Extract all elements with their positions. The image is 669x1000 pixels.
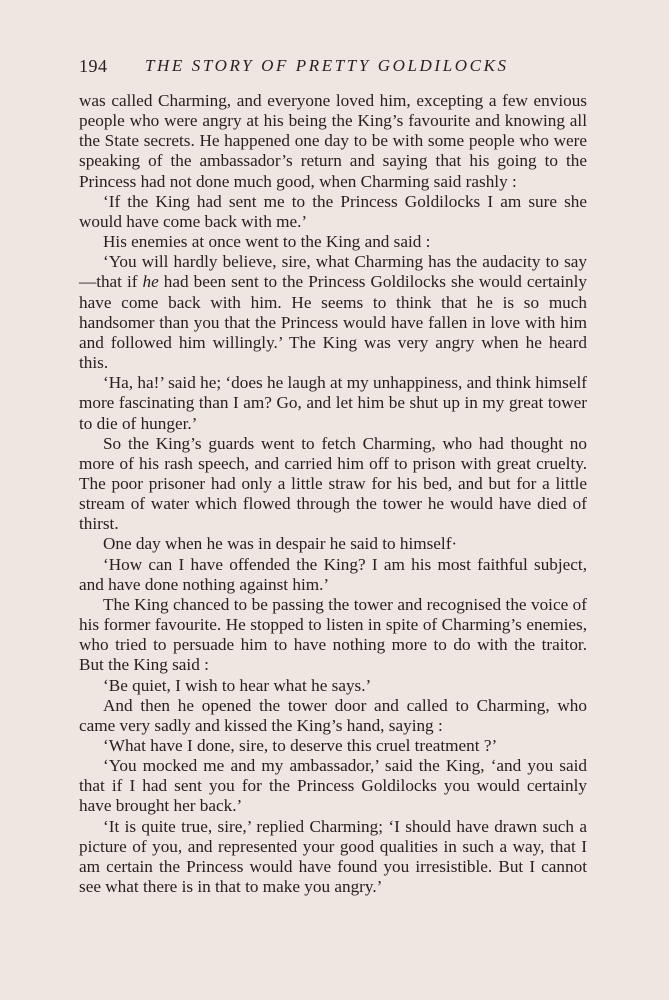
- italic-text: he: [142, 272, 159, 292]
- paragraph: [79, 756, 587, 816]
- text-segment: One day when he was in despair he said to himself·: [103, 534, 458, 554]
- paragraph: [79, 373, 587, 433]
- text-segment: ‘How can I have offended the King? I am his most faithful subject, and have done nothing against him.’: [79, 554, 587, 594]
- text-segment: ‘Ha, ha!’ said he; ‘does he laugh at my unhappiness, and think himself more fascinating than I am? Go, and let him be shut up in my great tower to die of hunger.’: [79, 373, 587, 433]
- paragraph: [79, 595, 587, 676]
- text-segment: So the King’s guards went to fetch Charming, who had thought no more of his rash speech, and carried him off to prison with great cruelty. The poor prisoner had only a little straw for his bed, and but for a little stream of water which flowed through the tower he would have died of thirst.: [79, 433, 587, 534]
- running-head: [79, 54, 589, 78]
- running-title: THE STORY OF PRETTY GOLDILOCKS: [145, 56, 509, 75]
- text-segment: The King chanced to be passing the tower and recognised the voice of his former favourite. He stopped to listen in spite of Charming’s enemies, who tried to persuade him to have nothing more to do with the traitor. But the King said :: [79, 594, 587, 675]
- paragraph: [79, 91, 587, 192]
- paragraph: [79, 817, 587, 898]
- text-segment: had been sent to the Princess Goldilocks she would certainly have come back with him. He seems to think that he is so much handsomer than you that the Princess would have fallen in love with him and followed him willingly.’ The King was very angry when he heard this.: [79, 272, 587, 373]
- paragraph: [79, 676, 587, 696]
- paragraph: [79, 736, 587, 756]
- paragraph: [79, 555, 587, 595]
- text-segment: ‘What have I done, sire, to deserve this cruel treatment ?’: [103, 736, 498, 755]
- body-text: [79, 91, 587, 897]
- page-number: 194: [79, 56, 108, 76]
- text-segment: ‘If the King had sent me to the Princess Goldilocks I am sure she would have come back with me.’: [79, 191, 587, 231]
- text-segment: ‘You will hardly believe, sire, what Charming has the audacity to say—that if: [79, 252, 587, 292]
- paragraph: [79, 696, 587, 736]
- text-segment: ‘You mocked me and my ambassador,’ said the King, ‘and you said that if I had sent you for the Princess Goldilocks you would certainly have brought her back.’: [79, 756, 587, 816]
- text-segment: ‘It is quite true, sire,’ replied Charming; ‘I should have drawn such a picture of you, and represented your good qualities in such a way, that I am certain the Princess would have found you irresistible. But I cannot see what there is in that to make you angry.’: [79, 816, 587, 897]
- paragraph: [79, 232, 587, 252]
- text-segment: And then he opened the tower door and called to Charming, who came very sadly and kissed the King’s hand, saying :: [79, 695, 587, 735]
- paragraph: [79, 434, 587, 535]
- paragraph: [79, 534, 587, 554]
- text-segment: ‘Be quiet, I wish to hear what he says.’: [103, 675, 372, 695]
- text-segment: His enemies at once went to the King and said :: [103, 232, 431, 252]
- paragraph: [79, 252, 587, 373]
- text-segment: was called Charming, and everyone loved him, excepting a few envious people who were angry at his being the King’s favourite and knowing all the State secrets. He happened one day to be with some people who were speaking of the ambassador’s return and saying that his going to the Princess had not done much good, when Charming said rashly :: [79, 91, 587, 191]
- paragraph: [79, 192, 587, 232]
